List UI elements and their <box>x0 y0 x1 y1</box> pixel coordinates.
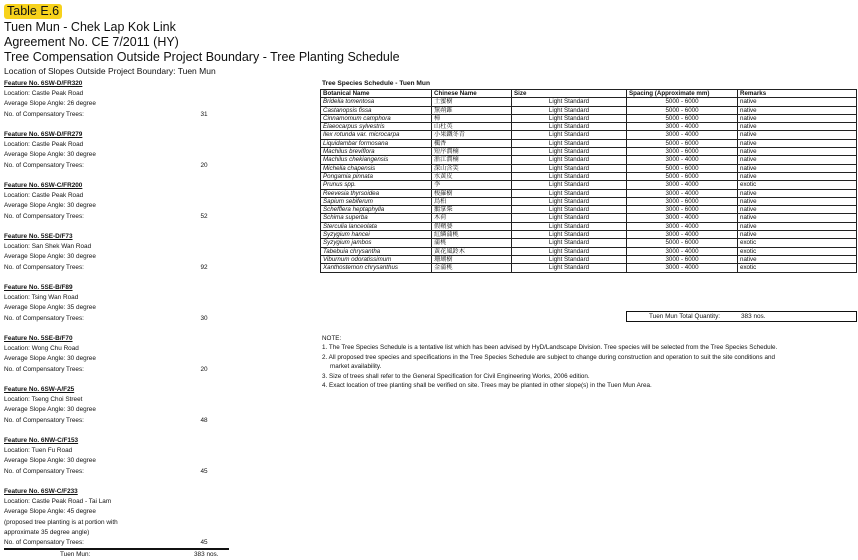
feature-slope-angle: Average Slope Angle: 30 degree <box>4 253 96 261</box>
table-row <box>321 139 857 147</box>
botanical-name-cell: Pongamia pinnata <box>321 172 432 180</box>
size-cell: Light Standard <box>512 214 627 222</box>
botanical-name-cell: Syzygium jambos <box>321 239 432 247</box>
remarks-cell: native <box>738 197 857 205</box>
compensatory-trees-count: 31 <box>200 110 208 118</box>
feature-slope-angle: Average Slope Angle: 30 degree <box>4 355 96 363</box>
location-subtitle: Location of Slopes Outside Project Boundary: Tuen Mun <box>4 66 216 76</box>
size-cell: Light Standard <box>512 139 627 147</box>
col-spacing: Spacing (Approximate mm) <box>627 90 738 98</box>
chinese-name-cell: 黧蒴錐 <box>432 106 512 114</box>
chinese-name-cell: 鵝掌柴 <box>432 206 512 214</box>
feature-location: Location: San Shek Wan Road <box>4 243 92 251</box>
feature-block <box>4 181 229 222</box>
size-cell: Light Standard <box>512 181 627 189</box>
compensatory-trees-label: No. of Compensatory Trees: <box>4 314 84 322</box>
spacing-cell: 3000 - 4000 <box>627 181 738 189</box>
spacing-cell: 5000 - 6000 <box>627 106 738 114</box>
size-cell: Light Standard <box>512 255 627 263</box>
chinese-name-cell: 木荷 <box>432 214 512 222</box>
botanical-name-cell: Schima superba <box>321 214 432 222</box>
spacing-cell: 3000 - 4000 <box>627 214 738 222</box>
table-row <box>321 98 857 106</box>
feature-title: Feature No. 6SW-D/FR279 <box>4 131 83 138</box>
table-row <box>321 164 857 172</box>
feature-title: Feature No. 6SW-A/F25 <box>4 386 75 393</box>
size-cell: Light Standard <box>512 264 627 272</box>
spacing-cell: 5000 - 6000 <box>627 98 738 106</box>
left-total-label: Tuen Mun: <box>60 551 91 559</box>
chinese-name-cell: 梭羅樹 <box>432 189 512 197</box>
feature-slope-angle: Average Slope Angle: 30 degree <box>4 406 96 414</box>
project-title: Tuen Mun - Chek Lap Kok Link <box>4 20 176 34</box>
size-cell: Light Standard <box>512 106 627 114</box>
table-row <box>321 197 857 205</box>
feature-location: Location: Castle Peak Road <box>4 90 84 98</box>
feature-location: Location: Castle Peak Road <box>4 192 84 200</box>
table-tag: Table E.6 <box>4 4 62 19</box>
compensatory-trees-count: 30 <box>200 314 208 322</box>
feature-location: Location: Castle Peak Road <box>4 141 84 149</box>
size-cell: Light Standard <box>512 189 627 197</box>
chinese-name-cell: 紅鱗蒲桃 <box>432 231 512 239</box>
note-4: 4. Exact location of tree planting shall be verified on site. Trees may be planted in other slope(s) in the Tuen Mun Area. <box>322 382 652 390</box>
feature-title: Feature No. 6SW-C/F233 <box>4 488 78 495</box>
feature-block <box>4 79 229 120</box>
table-row <box>321 106 857 114</box>
size-cell: Light Standard <box>512 131 627 139</box>
compensatory-trees-label: No. of Compensatory Trees: <box>4 416 84 424</box>
note-3: 3. Size of trees shall refer to the General Specification for Civil Engineering Works, 2006 edition. <box>322 372 590 380</box>
botanical-name-cell: Michelia chapensis <box>321 164 432 172</box>
total-quantity-value: 383 nos. <box>741 313 766 320</box>
remarks-cell: native <box>738 214 857 222</box>
chinese-name-cell: 小果鐵冬青 <box>432 131 512 139</box>
botanical-name-cell: Bridelia tomentosa <box>321 98 432 106</box>
chinese-name-cell: 珊瑚樹 <box>432 255 512 263</box>
table-row <box>321 214 857 222</box>
notes-heading: NOTE: <box>322 335 342 342</box>
feature-block <box>4 232 229 273</box>
compensatory-trees-label: No. of Compensatory Trees: <box>4 539 84 547</box>
size-cell: Light Standard <box>512 123 627 131</box>
compensatory-trees-count: 92 <box>200 263 208 271</box>
feature-location: Location: Tseng Choi Street <box>4 396 83 404</box>
spacing-cell: 3000 - 6000 <box>627 148 738 156</box>
botanical-name-cell: Prunus spp. <box>321 181 432 189</box>
chinese-name-cell: 山杜英 <box>432 123 512 131</box>
feature-slope-angle: Average Slope Angle: 35 degree <box>4 304 96 312</box>
table-row <box>321 255 857 263</box>
schedule-title: Tree Compensation Outside Project Boundary - Tree Planting Schedule <box>4 50 400 64</box>
feature-block <box>4 283 229 324</box>
spacing-cell: 3000 - 4000 <box>627 189 738 197</box>
remarks-cell: native <box>738 189 857 197</box>
chinese-name-cell: 李 <box>432 181 512 189</box>
spacing-cell: 3000 - 6000 <box>627 206 738 214</box>
table-row <box>321 231 857 239</box>
size-cell: Light Standard <box>512 222 627 230</box>
col-remarks: Remarks <box>738 90 857 98</box>
total-quantity-label: Tuen Mun Total Quantity: <box>649 313 721 320</box>
feature-title: Feature No. 6SW-C/FR200 <box>4 182 83 189</box>
compensatory-trees-label: No. of Compensatory Trees: <box>4 467 84 475</box>
size-cell: Light Standard <box>512 206 627 214</box>
compensatory-trees-label: No. of Compensatory Trees: <box>4 110 84 118</box>
size-cell: Light Standard <box>512 239 627 247</box>
botanical-name-cell: Ilex rotunda var. microcarpa <box>321 131 432 139</box>
botanical-name-cell: Reevesia thyrsoidea <box>321 189 432 197</box>
table-row <box>321 156 857 164</box>
chinese-name-cell: 烏桕 <box>432 197 512 205</box>
table-row <box>321 247 857 255</box>
compensatory-trees-label: No. of Compensatory Trees: <box>4 161 84 169</box>
botanical-name-cell: Sterculia lanceolata <box>321 222 432 230</box>
feature-title: Feature No. 5SE-B/F70 <box>4 335 73 342</box>
chinese-name-cell: 土蜜樹 <box>432 98 512 106</box>
table-row <box>321 114 857 122</box>
feature-block <box>4 436 229 477</box>
table-header-row <box>321 90 857 98</box>
chinese-name-cell: 假蘋婆 <box>432 222 512 230</box>
remarks-cell: native <box>738 255 857 263</box>
remarks-cell: native <box>738 123 857 131</box>
compensatory-trees-label: No. of Compensatory Trees: <box>4 365 84 373</box>
remarks-cell: native <box>738 206 857 214</box>
total-quantity-box <box>626 311 857 322</box>
remarks-cell: native <box>738 231 857 239</box>
feature-slope-angle: Average Slope Angle: 26 degree <box>4 100 96 108</box>
botanical-name-cell: Machilus chekiangensis <box>321 156 432 164</box>
col-chinese-name: Chinese Name <box>432 90 512 98</box>
table-row <box>321 181 857 189</box>
spacing-cell: 3000 - 4000 <box>627 222 738 230</box>
feature-note: approximate 35 degree angle) <box>4 528 90 536</box>
feature-location: Location: Wong Chu Road <box>4 345 79 353</box>
size-cell: Light Standard <box>512 148 627 156</box>
size-cell: Light Standard <box>512 156 627 164</box>
remarks-cell: exotic <box>738 239 857 247</box>
size-cell: Light Standard <box>512 172 627 180</box>
chinese-name-cell: 樟 <box>432 114 512 122</box>
compensatory-trees-label: No. of Compensatory Trees: <box>4 263 84 271</box>
remarks-cell: native <box>738 156 857 164</box>
compensatory-trees-label: No. of Compensatory Trees: <box>4 212 84 220</box>
spacing-cell: 5000 - 6000 <box>627 239 738 247</box>
chinese-name-cell: 浙江潤楠 <box>432 156 512 164</box>
size-cell: Light Standard <box>512 247 627 255</box>
spacing-cell: 5000 - 6000 <box>627 172 738 180</box>
botanical-name-cell: Castanopsis fissa <box>321 106 432 114</box>
feature-title: Feature No. 5SE-D/F73 <box>4 233 73 240</box>
table-row <box>321 172 857 180</box>
left-total-row <box>4 550 229 560</box>
note-2: 2. All proposed tree species and specifications in the Tree Species Schedule are subject to change during construction and operation to suit the site conditions and <box>322 353 775 361</box>
feature-location: Location: Tsing Wan Road <box>4 294 79 302</box>
feature-slope-angle: Average Slope Angle: 45 degree <box>4 508 96 516</box>
compensatory-trees-count: 45 <box>200 467 208 475</box>
document-header <box>4 2 400 77</box>
size-cell: Light Standard <box>512 114 627 122</box>
botanical-name-cell: Liquidambar formosana <box>321 139 432 147</box>
remarks-cell: native <box>738 106 857 114</box>
spacing-cell: 5000 - 6000 <box>627 139 738 147</box>
table-row <box>321 123 857 131</box>
compensatory-trees-count: 52 <box>200 212 208 220</box>
species-schedule-title: Tree Species Schedule - Tuen Mun <box>322 80 430 87</box>
chinese-name-cell: 短序潤楠 <box>432 148 512 156</box>
spacing-cell: 3000 - 4000 <box>627 123 738 131</box>
table-row <box>321 264 857 272</box>
spacing-cell: 3000 - 4000 <box>627 264 738 272</box>
chinese-name-cell: 金蒲桃 <box>432 264 512 272</box>
botanical-name-cell: Cinnamomum camphora <box>321 114 432 122</box>
chinese-name-cell: 楓香 <box>432 139 512 147</box>
remarks-cell: exotic <box>738 264 857 272</box>
compensatory-trees-count: 20 <box>200 365 208 373</box>
botanical-name-cell: Syzygium hancei <box>321 231 432 239</box>
remarks-cell: native <box>738 172 857 180</box>
size-cell: Light Standard <box>512 197 627 205</box>
table-row <box>321 222 857 230</box>
feature-slope-angle: Average Slope Angle: 30 degree <box>4 151 96 159</box>
compensatory-trees-count: 48 <box>200 416 208 424</box>
compensatory-trees-count: 45 <box>200 539 208 547</box>
chinese-name-cell: 水黃皮 <box>432 172 512 180</box>
feature-slope-angle: Average Slope Angle: 30 degree <box>4 202 96 210</box>
spacing-cell: 3000 - 6000 <box>627 255 738 263</box>
botanical-name-cell: Sapium sebiferum <box>321 197 432 205</box>
botanical-name-cell: Xanthostemon chrysanthus <box>321 264 432 272</box>
spacing-cell: 3000 - 6000 <box>627 197 738 205</box>
spacing-cell: 3000 - 4000 <box>627 231 738 239</box>
table-row <box>321 131 857 139</box>
feature-title: Feature No. 6SW-D/FR320 <box>4 80 83 87</box>
remarks-cell: native <box>738 98 857 106</box>
feature-list <box>4 79 229 560</box>
agreement-number: Agreement No. CE 7/2011 (HY) <box>4 35 179 49</box>
col-botanical-name: Botanical Name <box>321 90 432 98</box>
table-row <box>321 206 857 214</box>
botanical-name-cell: Viburnum odoratissimum <box>321 255 432 263</box>
botanical-name-cell: Tabebuia chrysantha <box>321 247 432 255</box>
size-cell: Light Standard <box>512 164 627 172</box>
compensatory-trees-count: 20 <box>200 161 208 169</box>
remarks-cell: exotic <box>738 247 857 255</box>
spacing-cell: 3000 - 4000 <box>627 131 738 139</box>
feature-title: Feature No. 6NW-C/F153 <box>4 437 79 444</box>
remarks-cell: native <box>738 139 857 147</box>
botanical-name-cell: Machilus breviflora <box>321 148 432 156</box>
size-cell: Light Standard <box>512 231 627 239</box>
table-row <box>321 239 857 247</box>
spacing-cell: 3000 - 4000 <box>627 247 738 255</box>
remarks-cell: native <box>738 222 857 230</box>
botanical-name-cell: Schefflera heptaphylla <box>321 206 432 214</box>
spacing-cell: 5000 - 6000 <box>627 114 738 122</box>
spacing-cell: 3000 - 4000 <box>627 156 738 164</box>
left-total-value <box>194 550 219 560</box>
feature-block <box>4 334 229 375</box>
table-row <box>321 148 857 156</box>
feature-block <box>4 487 229 550</box>
note-1: 1. The Tree Species Schedule is a tentative list which has been advised by HyD/Landscape Division. Tree species will be selected from the Tree Species Schedule. <box>322 344 778 352</box>
col-size: Size <box>512 90 627 98</box>
remarks-cell: native <box>738 114 857 122</box>
feature-slope-angle: Average Slope Angle: 30 degree <box>4 457 96 465</box>
spacing-cell: 5000 - 6000 <box>627 164 738 172</box>
remarks-cell: exotic <box>738 181 857 189</box>
note-2-continued: market availability. <box>330 363 382 371</box>
feature-location: Location: Castle Peak Road - Tai Lam <box>4 498 112 506</box>
botanical-name-cell: Elaeocarpus sylvestris <box>321 123 432 131</box>
species-schedule-table <box>320 89 857 273</box>
feature-note: (proposed tree planting is at portion with <box>4 518 118 526</box>
chinese-name-cell: 深山含笑 <box>432 164 512 172</box>
feature-title: Feature No. 5SE-B/F89 <box>4 284 73 291</box>
chinese-name-cell: 黃花風鈴木 <box>432 247 512 255</box>
remarks-cell: native <box>738 131 857 139</box>
remarks-cell: native <box>738 164 857 172</box>
left-total-unit: nos. <box>206 551 219 559</box>
feature-block <box>4 130 229 171</box>
feature-block <box>4 385 229 426</box>
notes-section <box>322 334 858 390</box>
feature-location: Location: Tuen Fu Road <box>4 447 73 455</box>
left-total-number: 383 <box>194 551 205 559</box>
remarks-cell: native <box>738 148 857 156</box>
chinese-name-cell: 蒲桃 <box>432 239 512 247</box>
table-row <box>321 189 857 197</box>
size-cell: Light Standard <box>512 98 627 106</box>
